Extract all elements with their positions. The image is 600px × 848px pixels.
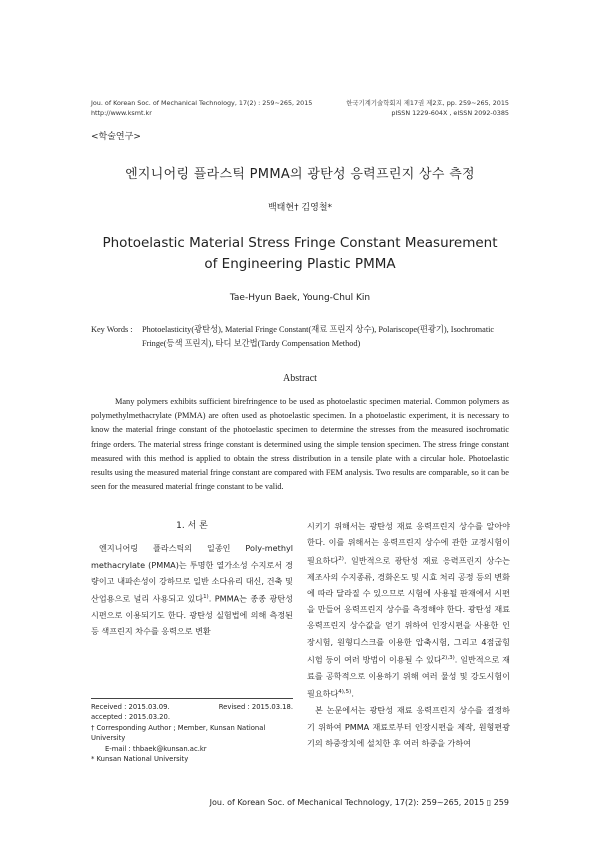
citation-ref: 2) [338,555,344,562]
abstract-body: Many polymers exhibits sufficient birefringence to be used as photoelastic specimen material. Common polymers as polymethylmethacrylate (PMMA) are often used as photoelastic specimen. In a photoelastic experiment, it is necessary to know the material fringe constant of the photoelastic specimen to determine the stresses from the measured isochromatic fringe orders. The material stress fringe constant is determined using the simple tension specimen. The stress fringe constant measured with this method is applied to obtain the stress distribution in a tensile plate with a circular hole. Photoelastic results using the measured material fringe constant are compared with FEM analysis. Two results are comparable, so it can be seen for the measured material fringe constant to be valid. [91,397,509,492]
footnotes [91,698,293,764]
authors-korean: 백태현† 김영철* [267,203,333,213]
intro-text-2: . PMMA는 종종 광탄성 시편으로 이용되기도 한다. 광탄성 실험법에 의해 측정된 등 색프린지 차수를 응력으로 변환 [91,593,293,637]
title-english-line2: of Engineering Plastic PMMA [204,256,396,272]
abstract-heading: Abstract [283,373,317,384]
body-paragraph-2: 본 논문에서는 광탄성 재료 응력프린지 상수를 결정하기 위하여 PMMA 재료로부터 인장시편을 제작, 원형편광기의 하중장치에 설치한 후 여러 하중을 가하여 [307,705,510,748]
right-column [307,518,510,751]
body-text-b: . 일반적으로 광탄성 재료 응력프린지 상수는 제조사의 수지종류, 경화온도 및 시효 처리 공정 등의 변화에 따라 달라질 수 있으므로 시험에 사용될 판재에서 시편을 만들어 응력프린지 상수를 측정해야 한다. 광탄성 재료 응력프린지 상수값을 얻기 위하여 인장시편을 사용한 인장시험, 원형디스크를 이용한 압축시험, 그리고 4점굽힘 시험 등이 여러 방법이 이용될 수 있다 [307,555,510,665]
title-korean: 엔지니어링 플라스틱 PMMA의 광탄성 응력프린지 상수 측정 [125,167,475,182]
keywords-label: Key Words : [91,325,133,334]
citation-ref: 4),5) [338,689,352,696]
received-revised-dates [91,702,293,712]
journal-url: http://www.ksmt.kr [91,108,152,117]
title-english [0,233,600,275]
page-footer: Jou. of Korean Soc. of Mechanical Technology, 17(2): 259~265, 2015 ▯ 259 [209,798,509,807]
body-text-d: . [351,689,354,700]
author-email: E-mail : thbaek@kunsan.ac.kr [105,744,207,753]
intro-text-1: 엔지니어링 플라스틱의 일종인 Poly-methyl methacrylate (PMMA)는 투명한 열가소성 수지로서 경량이고 내파손성이 강하므로 일반 소다유리 대신, 건축 및 산업용으로 널리 사용되고 있다 [91,543,293,604]
keywords-text: Photoelasticity(광탄성), Material Fringe Constant(재료 프린지 상수), Polariscope(편광기), Isochromatic Fringe(등색 프린지), 타디 보간법(Tardy Compensation Method) [142,325,495,348]
article-category: <학술연구> [91,132,141,142]
left-column [91,518,293,640]
title-english-line1: Photoelastic Material Stress Fringe Constant Measurement [102,235,498,251]
received-date: Received : 2015.03.09. [91,703,170,711]
revised-date: Revised : 2015.03.18. [218,703,293,711]
keywords [91,323,509,351]
journal-citation-en: Jou. of Korean Soc. of Mechanical Technology, 17(2) : 259~265, 2015 [91,99,313,107]
citation-ref: 2),3) [441,655,455,662]
journal-issn: pISSN 1229-604X , eISSN 2092-0385 [391,108,509,117]
coauthor-affiliation: * Kunsan National University [91,755,189,764]
body-paragraph-continued [307,518,510,702]
journal-citation-ko: 한국기계기술학회지 제17권 제2호, pp. 259~265, 2015 [346,99,509,107]
body-text-a: 시키기 위해서는 광탄성 재료 응력프린지 상수를 알아야 한다. 이를 위해서는 응력프린지 상수에 관한 교정시험이 필요하다 [307,521,510,566]
journal-header-right [346,99,509,118]
introduction-paragraph [91,540,293,639]
accepted-date: accepted : 2015.03.20. [91,713,170,722]
authors-english: Tae-Hyun Baek, Young-Chul Kin [229,293,371,303]
body-text-c: . 일반적으로 재료를 공학적으로 이용하기 위해 여러 물성 및 강도시험이 필요하다 [307,654,510,700]
journal-header-left [91,99,312,118]
section-heading-introduction: 1. 서 론 [176,521,208,531]
corresponding-author: † Corresponding Author ; Member, Kunsan National University [91,723,266,743]
citation-ref: 1) [203,594,209,601]
